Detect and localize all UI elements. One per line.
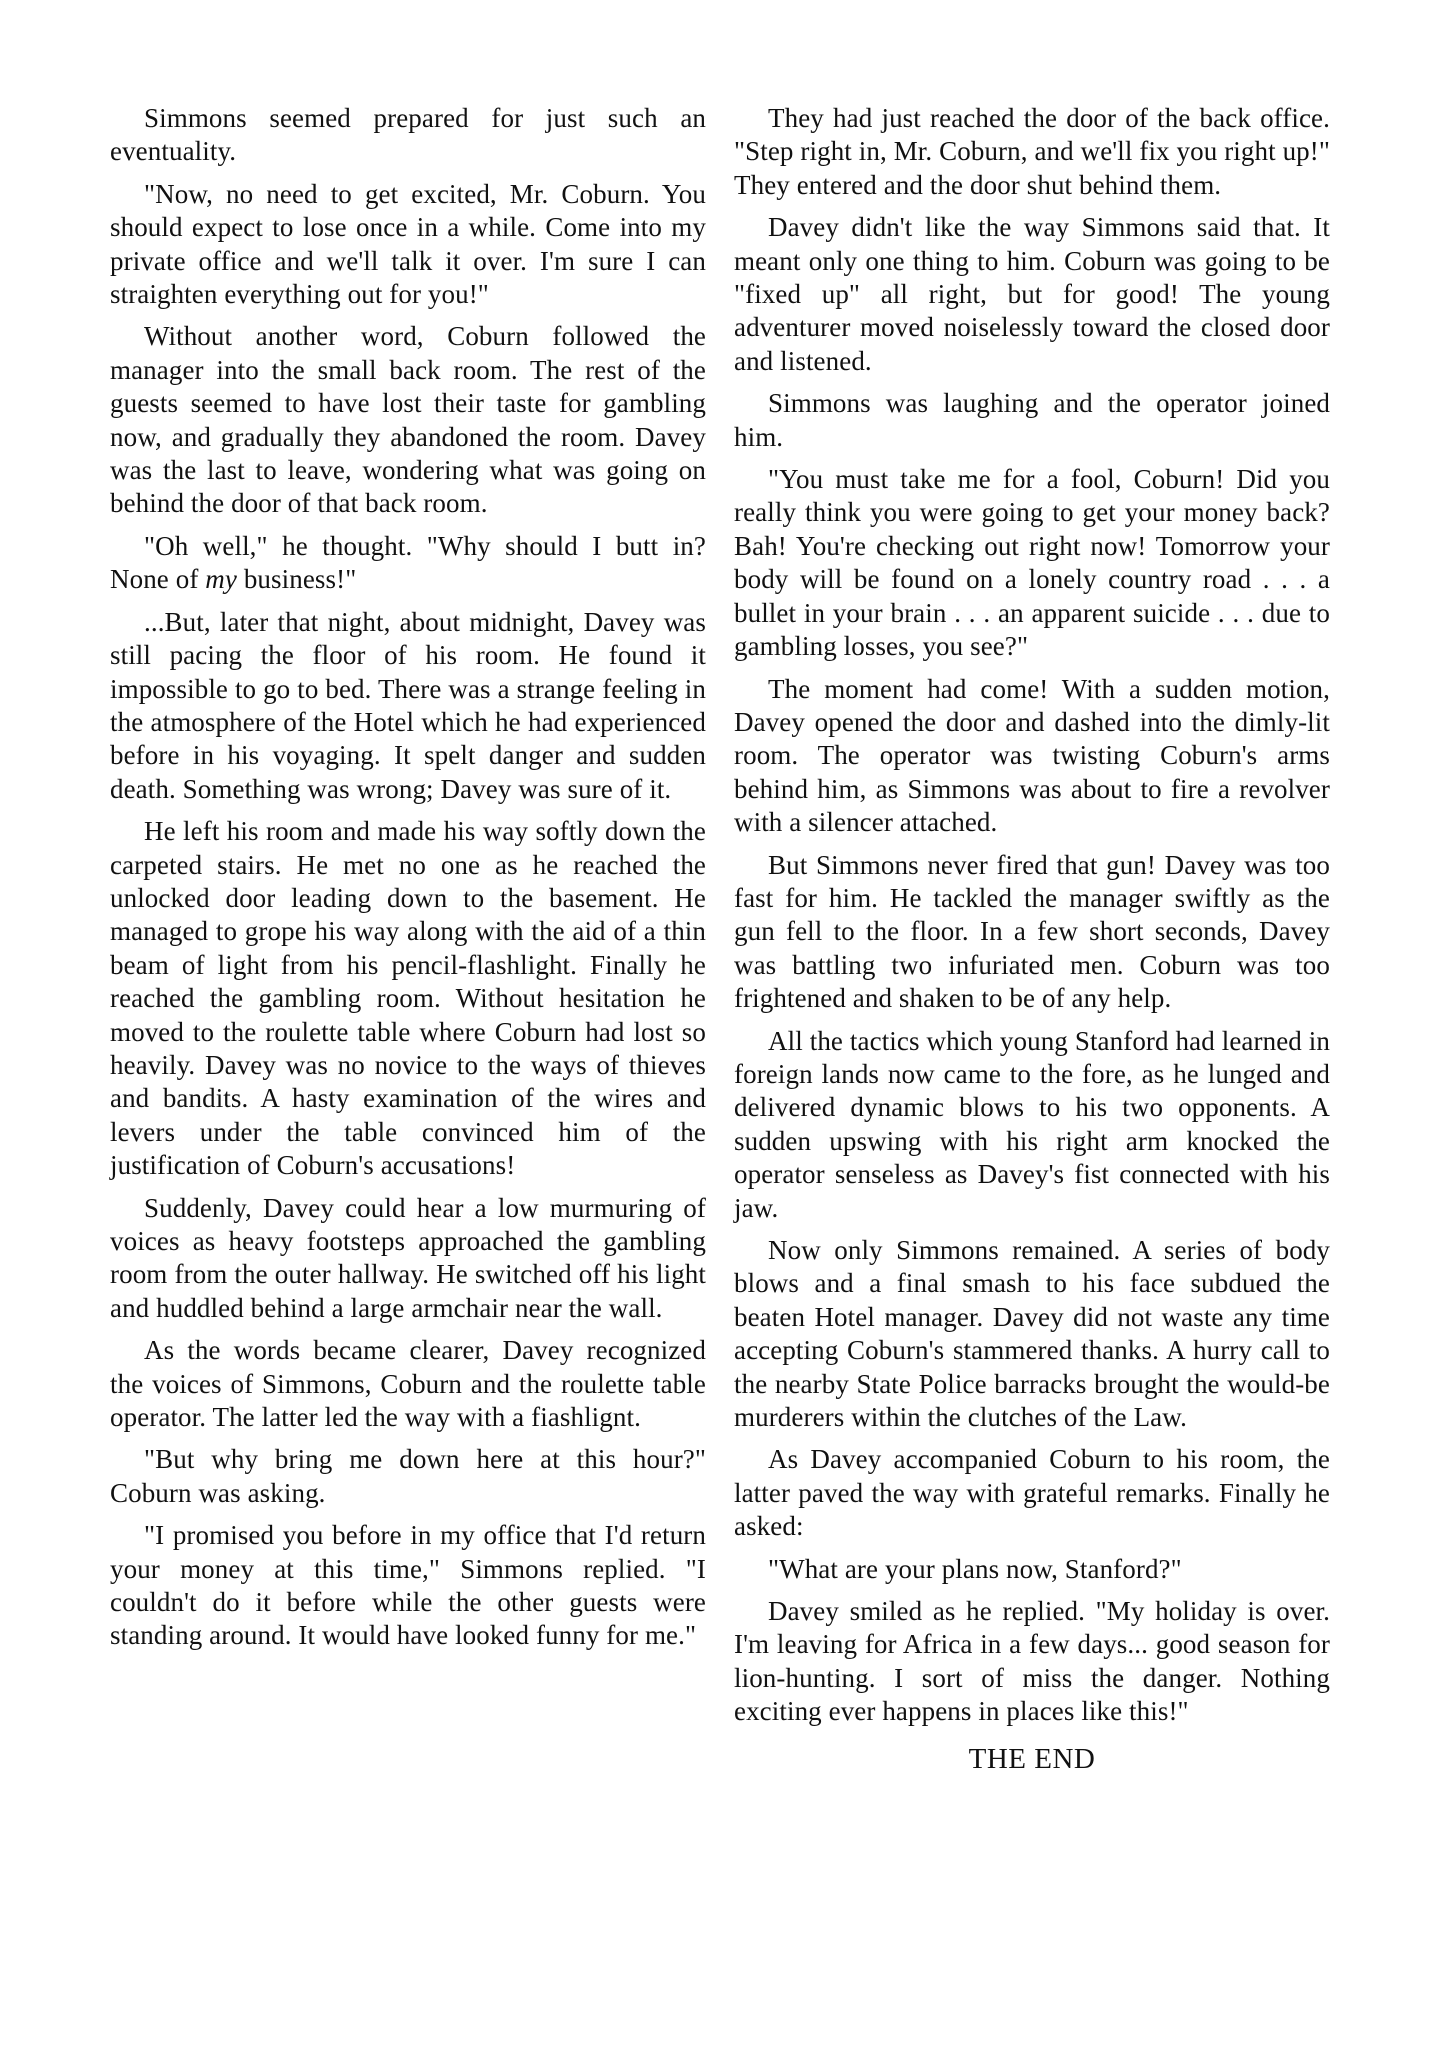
paragraph: Davey smiled as he replied. "My holiday is over. I'm leaving for Africa in a few days... good season for lion-hunting. I sort of miss the danger. Nothing exciting ever happens in places like this!": [734, 1596, 1330, 1727]
paragraph: Now only Simmons remained. A series of body blows and a final smash to his face subdued the beaten Hotel manager. Davey did not waste any time accepting Coburn's stammered thanks. A hurry call to the nearby State Police barracks brought the would-be murderers within the clutches of the Law.: [734, 1235, 1330, 1433]
paragraph: ...But, later that night, about midnight, Davey was still pacing the floor of his room. He found it impossible to go to bed. There was a strange feeling in the atmosphere of the Hotel which he had experienced before in his voyaging. It spelt danger and sudden death. Something was wrong; Davey was sure of it.: [110, 606, 706, 804]
paragraph: Simmons seemed prepared for just such an eventuality.: [110, 103, 706, 167]
the-end-heading: THE END: [968, 1742, 1096, 1775]
left-column: [110, 102, 706, 1662]
paragraph: They had just reached the door of the back office. "Step right in, Mr. Coburn, and we'll fix you right up!" They entered and the door shut behind them.: [734, 103, 1330, 200]
paragraph: As Davey accompanied Coburn to his room, the latter paved the way with grateful remarks. Finally he asked:: [734, 1444, 1330, 1542]
paragraph-text: "Oh well," he thought. "Why should I butt in? None of: [110, 530, 706, 595]
paragraph: "Now, no need to get excited, Mr. Coburn. You should expect to lose once in a while. Come into my private office and we'll talk it over. I'm sure I can straighten everything out for you!": [110, 178, 706, 310]
paragraph: "What are your plans now, Stanford?": [768, 1553, 1182, 1584]
paragraph: But Simmons never fired that gun! Davey was too fast for him. He tackled the manager swiftly as the gun fell to the floor. In a few short seconds, Davey was battling two infuriated men. Coburn was too frightened and shaken to be of any help.: [734, 849, 1330, 1014]
paragraph: "I promised you before in my office that I'd return your money at this time," Simmons replied. "I couldn't do it before while the other guests were standing around. It would have looked funny for me.": [110, 1520, 706, 1651]
paragraph: "You must take me for a fool, Coburn! Did you really think you were going to get your money back? Bah! You're checking out right now! Tomorrow your body will be found on a lonely country road . . . a bullet in your brain . . . an apparent suicide . . . due to gambling losses, you see?": [734, 464, 1330, 662]
paragraph: Davey didn't like the way Simmons said that. It meant only one thing to him. Coburn was going to be "fixed up" all right, but for good! The young adventurer moved noiselessly toward the closed door and listened.: [734, 212, 1330, 376]
right-column: [734, 102, 1330, 1776]
emphasized-word: my: [205, 564, 237, 595]
paragraph-text: business!": [236, 564, 357, 595]
paragraph: The moment had come! With a sudden motion, Davey opened the door and dashed into the dimly-lit room. The operator was twisting Coburn's arms behind him, as Simmons was about to fire a revolver with a silencer attached.: [734, 673, 1330, 838]
paragraph: All the tactics which young Stanford had learned in foreign lands now came to the fore, as he lunged and delivered dynamic blows to his two opponents. A sudden upswing with his right arm knocked the operator senseless as Davey's fist connected with his jaw.: [734, 1025, 1330, 1223]
paragraph: Suddenly, Davey could hear a low murmuring of voices as heavy footsteps approached the gambling room from the outer hallway. He switched off his light and huddled behind a large armchair near the wall.: [110, 1192, 706, 1323]
paragraph: Without another word, Coburn followed the manager into the small back room. The rest of the guests seemed to have lost their taste for gambling now, and gradually they abandoned the room. Davey was the last to leave, wondering what was going on behind the door of that back room.: [110, 321, 706, 519]
paragraph: [110, 530, 706, 597]
paragraph: He left his room and made his way softly down the carpeted stairs. He met no one as he reached the unlocked door leading down to the basement. He managed to grope his way along with the aid of a thin beam of light from his pencil-flashlight. Finally he reached the gambling room. Without hesitation he moved to the roulette table where Coburn had lost so heavily. Davey was no novice to the ways of thieves and bandits. A hasty examination of the wires and levers under the table convinced him of the justification of Coburn's accusations!: [110, 816, 706, 1181]
paragraph: As the words became clearer, Davey recognized the voices of Simmons, Coburn and the roulette table operator. The latter led the way with a fiashlignt.: [110, 1335, 706, 1433]
paragraph: "But why bring me down here at this hour?" Coburn was asking.: [110, 1444, 706, 1508]
paragraph: Simmons was laughing and the operator joined him.: [734, 388, 1330, 452]
